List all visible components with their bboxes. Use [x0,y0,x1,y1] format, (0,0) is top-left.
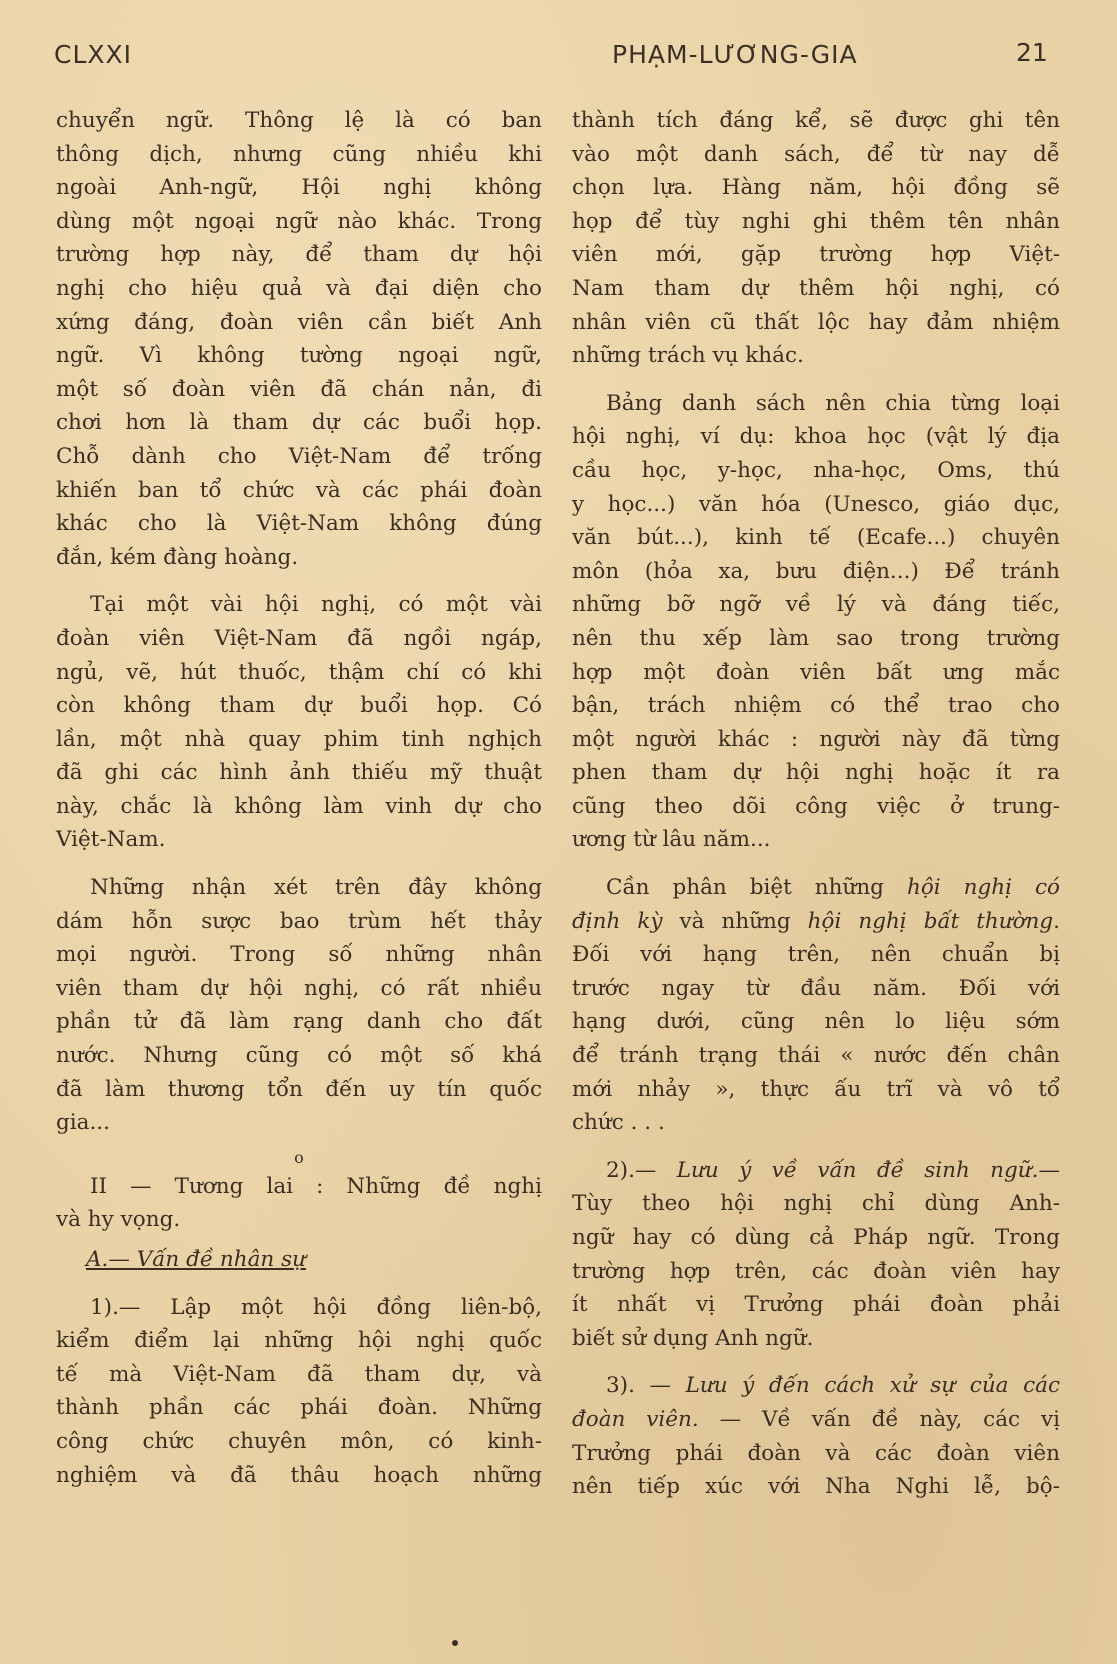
text-line: Những nhận xét trên đây không [90,875,542,901]
text-line: một số đoàn viên đã chán nản, đi [56,376,542,402]
text-line: viên tham dự hội nghị, có rất nhiều [56,975,542,1001]
text-line: dùng một ngoại ngữ nào khác. Trong [56,208,542,234]
italic-heading-conduct: Lưu ý đến cách xử sự của các [685,1373,1060,1399]
text-line: ngoài Anh-ngữ, Hội nghị không [56,175,542,201]
text-line: vào một danh sách, để từ nay dễ [572,141,1060,167]
text-segment: Cần phân biệt những [606,875,907,901]
text-line: trước ngay từ đầu năm. Đối với [572,975,1060,1001]
text-line: chức . . . [572,1110,665,1136]
text-line: ngủ, vẽ, hút thuốc, thậm chí có khi [56,659,542,685]
text-line: y học...) văn hóa (Unesco, giáo dục, [572,491,1060,517]
text-segment: . [1053,908,1061,934]
text-segment: — Về vấn đề này, các vị [719,1406,1060,1432]
text-line: chuyển ngữ. Thông lệ là có ban [56,108,542,133]
right-column [572,104,1060,1504]
text-line: những trách vụ khác. [572,343,804,369]
text-dash: — [1038,1157,1060,1183]
paragraph-conference-categories [572,387,1060,857]
text-line: cầu học, y-học, nha-học, Oms, thú [572,457,1060,483]
text-line: Chỗ dành cho Việt-Nam để trống [56,443,542,469]
text-line: khác cho là Việt-Nam không đúng [56,511,542,537]
paragraph-behavior-issue [56,588,542,857]
text-line: để tránh trạng thái « nước đến chân [572,1043,1060,1069]
text-line: đắn, kém đàng hoàng. [56,544,299,570]
section-heading [56,1170,542,1237]
section-separator: o [294,1147,304,1167]
text-line: một người khác : người này đã từng [572,726,1060,752]
text-line: Việt-Nam. [56,827,166,853]
text-line: còn không tham dự buổi họp. Có [56,693,542,719]
paragraph-language-note [572,1154,1060,1356]
italic-term-periodic-2: định kỳ [572,908,663,934]
italic-heading-language: Lưu ý về vấn đề sinh ngữ. [676,1157,1039,1183]
text-line: và hy vọng. [56,1207,181,1233]
text-line: nhân viên cũ thất lộc hay đảm nhiệm [572,309,1060,335]
text-line: đã làm thương tổn đến uy tín quốc [56,1076,542,1102]
text-line: phen tham dự hội nghị hoặc ít ra [572,760,1060,786]
paragraph-observations [56,871,542,1140]
text-line: kiểm điểm lại những hội nghị quốc [56,1328,542,1354]
text-line: trường hợp trên, các đoàn viên hay [572,1258,1060,1284]
header-chapter-number: CLXXI [54,40,133,69]
italic-term-irregular: hội nghị bất thường [807,908,1054,934]
text-line: Tùy theo hội nghị chỉ dùng Anh- [572,1191,1060,1217]
text-line: bận, trách nhiệm có thể trao cho [572,693,1060,719]
paragraph-list-continuation [572,104,1060,373]
text-line: biết sử dụng Anh ngữ. [572,1325,814,1351]
text-line: gia... [56,1110,110,1136]
text-line: này, chắc là không làm vinh dự cho [56,793,542,819]
text-line: nên tiếp xúc với Nha Nghi lễ, bộ- [572,1474,1060,1500]
text-line: hạng dưới, cũng nên lo liệu sớm [572,1009,1060,1035]
page-mark-dot [452,1640,458,1646]
text-line: Nam tham dự thêm hội nghị, có [572,275,1060,301]
header-page-number: 21 [1016,38,1048,67]
text-line: nên thu xếp làm sao trong trường [572,625,1060,651]
text-line: mới nhảy », thực ấu trĩ và vô tổ [572,1076,1060,1102]
text-line: Tại một vài hội nghị, có một vài [90,592,542,618]
italic-heading-conduct-2: đoàn viên. [572,1406,699,1432]
text-line: II — Tương lai : Những đề nghị [90,1173,542,1199]
text-line: Trưởng phái đoàn và các đoàn viên [572,1440,1060,1466]
paragraph-language-issue [56,104,542,574]
paragraph-inter-ministry-council [56,1291,542,1493]
text-line: thông dịch, nhưng cũng nhiều khi [56,141,542,167]
paragraph-conduct-note [572,1369,1060,1503]
text-line: đã ghi các hình ảnh thiếu mỹ thuật [56,760,542,786]
text-line: trường hợp này, để tham dự hội [56,242,542,268]
text-line: hội nghị, ví dụ: khoa học (vật lý địa [572,424,1060,450]
text-line: nước. Nhưng cũng có một số khá [56,1043,542,1069]
text-line: công chức chuyên môn, có kinh- [56,1428,542,1454]
text-line: nghiệm và đã thâu hoạch những [56,1462,542,1488]
text-line: lần, một nhà quay phim tinh nghịch [56,726,542,752]
italic-term-periodic: hội nghị có [906,875,1060,901]
text-line: cũng theo dõi công việc ở trung- [572,793,1060,819]
text-line: thành tích đáng kể, sẽ được ghi tên [572,108,1060,133]
text-line: thành phần các phái đoàn. Những [56,1395,542,1421]
text-line: Đối với hạng trên, nên chuẩn bị [572,942,1060,968]
text-line: ương từ lâu năm... [572,827,771,853]
text-line: hợp một đoàn viên bất ưng mắc [572,659,1060,685]
text-line: phần tử đã làm rạng danh cho đất [56,1009,542,1035]
text-line: viên mới, gặp trường hợp Việt- [572,242,1060,268]
text-line: nghị cho hiệu quả và đại diện cho [56,275,542,301]
text-line: ngữ hay có dùng cả Pháp ngữ. Trong [572,1225,1060,1250]
text-line: môn (hỏa xa, bưu điện...) Để tránh [572,558,1060,584]
paragraph-periodic-conferences [572,871,1060,1140]
header-author: PHẠM-LƯƠNG-GIA [612,40,858,69]
text-line: chơi hơn là tham dự các buổi họp. [56,410,542,436]
text-line: Bảng danh sách nên chia từng loại [606,390,1060,416]
text-line: họp để tùy nghi ghi thêm tên nhân [572,208,1060,234]
text-line: những bỡ ngỡ về lý và đáng tiếc, [572,592,1060,618]
text-segment: và những [662,908,808,934]
text-line: ít nhất vị Trưởng phái đoàn phải [572,1292,1060,1318]
text-line: dám hỗn sược bao trùm hết thảy [56,908,542,934]
text-line: chọn lựa. Hàng năm, hội đồng sẽ [572,175,1060,201]
text-line: ngữ. Vì không tường ngoại ngữ, [56,343,542,369]
item-number: 2).— [606,1157,677,1183]
text-line: xứng đáng, đoàn viên cần biết Anh [56,309,542,335]
left-column [56,104,542,1492]
text-line: đoàn viên Việt-Nam đã ngồi ngáp, [56,625,542,651]
text-line: mọi người. Trong số những nhân [56,942,542,968]
subsection-heading: A.— Vấn đề nhân sự [86,1247,306,1272]
text-line: văn bút...), kinh tế (Ecafe...) chuyên [572,525,1060,551]
item-number: 3). — [606,1373,686,1399]
text-line: tế mà Việt-Nam đã tham dự, và [56,1361,542,1387]
text-line: 1).— Lập một hội đồng liên-bộ, [90,1294,542,1320]
text-line: khiến ban tổ chức và các phái đoàn [56,477,542,503]
